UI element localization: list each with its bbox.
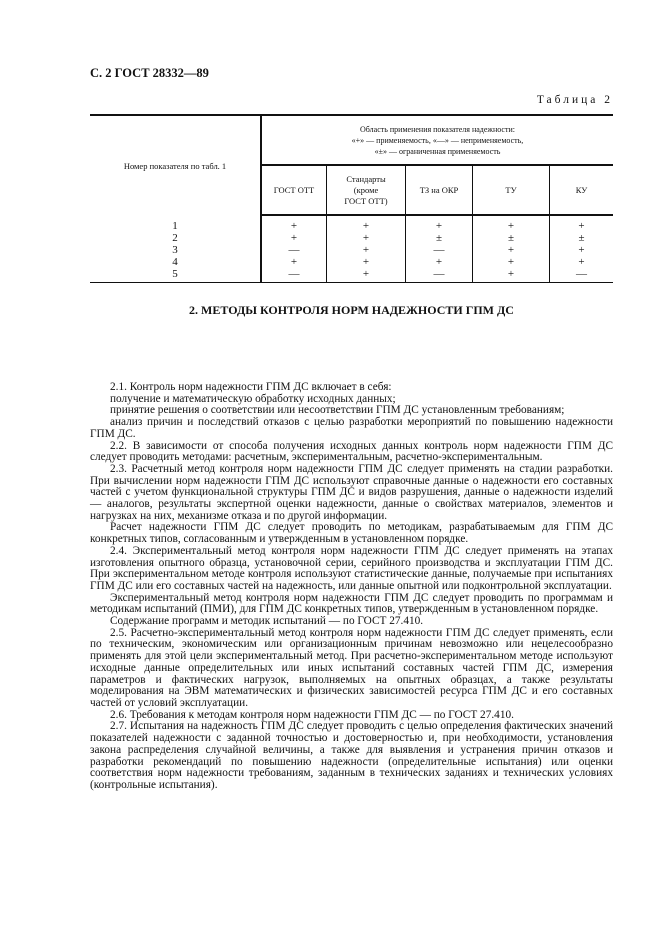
- column-header: [550, 165, 614, 215]
- column-label: ГОСТ ОТТ): [344, 195, 388, 206]
- cell: ±: [578, 232, 585, 244]
- row-numbers: [90, 215, 261, 283]
- cell: ±: [435, 232, 443, 244]
- paragraph: принятие решения о соответствии или несоответствии ГПМ ДС установленным требованиям;: [110, 404, 565, 417]
- column-label: ТЗ на ОКР: [419, 184, 459, 195]
- paragraph: 2.6. Требования к методам контроля норм надежности ГПМ ДС — по ГОСТ 27.410.: [110, 708, 514, 721]
- column-label: Стандарты: [346, 173, 386, 184]
- section-body: [90, 382, 613, 792]
- column-values: [261, 215, 327, 283]
- paragraph: 2.1. Контроль норм надежности ГПМ ДС включает в себя:: [110, 381, 392, 393]
- column-values: [327, 215, 406, 283]
- cell: +: [290, 220, 298, 232]
- cell: —: [433, 268, 445, 280]
- cell: +: [362, 256, 370, 268]
- page-header: С. 2 ГОСТ 28332—89: [90, 66, 209, 80]
- cell: +: [290, 256, 298, 268]
- cell: +: [507, 220, 515, 232]
- column-header: [327, 165, 406, 215]
- paragraph: Экспериментальный метод контроля норм надежности ГПМ ДС следует проводить по программам и методикам испытаний (ПМИ), для ГПМ ДС конкретных типов, утвержденным в установленном порядке.: [90, 591, 613, 616]
- cell: —: [576, 268, 587, 280]
- paragraph: 2.2. В зависимости от способа получения исходных данных контроль норм надежности ГПМ ДС следует проводить методами: расчетным, экспериментальным, расчетно-экспериментальным.: [90, 439, 613, 464]
- cell: —: [433, 244, 445, 256]
- cell: +: [578, 256, 585, 268]
- cell: +: [290, 232, 298, 244]
- cell: +: [362, 268, 370, 280]
- column-header: [473, 165, 550, 215]
- column-values: [406, 215, 473, 283]
- area-header-line: «±» — ограниченная применяемость: [374, 146, 501, 156]
- cell: +: [578, 244, 585, 256]
- paragraph: анализ причин и последствий отказов с целью разработки мероприятий по повышению надежности ГПМ ДС.: [90, 416, 613, 440]
- column-header: [406, 165, 473, 215]
- paragraph: Расчет надежности ГПМ ДС следует проводить по методикам, разрабатываемым для ГПМ ДС конкретных типов, согласованным и утвержденным в установленном порядке.: [90, 521, 613, 546]
- cell: +: [578, 220, 585, 232]
- column-label: КУ: [575, 184, 588, 195]
- table-caption: Таблица 2: [536, 94, 613, 106]
- column-values: [550, 215, 614, 283]
- paragraph: 2.5. Расчетно-экспериментальный метод контроля норм надежности ГПМ ДС следует применять, если по техническим, экономическим или организационным причинам невозможно или нецелесообразно применять для этой цели экспериментальный метод. При расчетно-экспериментальном методе используют исходные данные определительных или иных испытаний составных частей ГПМ ДС, измерения параметров и фактических нагрузок, выполняемых на опытных образцах, а также результаты моделирования на ЭВМ математических и физических зависимостей ресурса ГПМ ДС и его составных частей от условий эксплуатации.: [90, 626, 613, 709]
- cell: +: [435, 256, 443, 268]
- applicability-table: [90, 114, 613, 283]
- paragraph: Содержание программ и методик испытаний — по ГОСТ 27.410.: [110, 615, 424, 628]
- section-title: 2. МЕТОДЫ КОНТРОЛЯ НОРМ НАДЕЖНОСТИ ГПМ ДС: [189, 303, 514, 317]
- paragraph: получение и математическую обработку исходных данных;: [110, 392, 396, 405]
- row-number: 4: [172, 255, 178, 268]
- cell: +: [362, 244, 370, 256]
- row-number: 1: [172, 219, 178, 232]
- row-header: Номер показателя по табл. 1: [90, 115, 261, 215]
- column-label: ГОСТ ОТТ: [273, 184, 315, 195]
- paragraph: 2.7. Испытания на надежность ГПМ ДС следует проводить с целью определения фактических значений показателей надежности с заданной точностью и достоверностью и, при необходимости, установления закона распределения случайной величины, а также для выявления и устранения причин отказов и разработки рекомендаций по повышению надежности (определительные испытания) или оценки соответствия норм надежности требованиям, заданным в технических заданиях и технических условиях (контрольные испытания).: [90, 720, 613, 791]
- cell: +: [507, 268, 515, 280]
- row-number: 3: [172, 243, 178, 256]
- cell: +: [362, 220, 370, 232]
- row-number: 5: [172, 267, 178, 280]
- area-header: [261, 115, 613, 165]
- paragraph: 2.4. Экспериментальный метод контроля норм надежности ГПМ ДС следует применять на этапах изготовления опытного образца, установочной серии, серийного производства и эксплуатации ГПМ ДС. При экспериментальном методе контроля используют статистические данные, получаемые при испытаниях ГПМ ДС или его составных частей на надежность, или данные опытной или подконтрольной эксплуатации.: [90, 544, 613, 592]
- cell: +: [507, 256, 515, 268]
- column-label: (кроме: [353, 184, 379, 195]
- column-values: [473, 215, 550, 283]
- cell: +: [507, 244, 515, 256]
- area-header-line: «+» — применяемость, «—» — неприменяемость,: [351, 135, 524, 145]
- cell: —: [288, 268, 300, 280]
- cell: ±: [507, 232, 515, 244]
- cell: —: [288, 244, 300, 256]
- cell: +: [362, 232, 370, 244]
- cell: +: [435, 220, 443, 232]
- area-header-line: Область применения показателя надежности:: [360, 124, 515, 134]
- row-number: 2: [172, 231, 178, 244]
- column-header: [261, 165, 327, 215]
- column-label: ТУ: [505, 184, 517, 195]
- paragraph: 2.3. Расчетный метод контроля норм надежности ГПМ ДС следует применять на стадии разработки. При вычислении норм надежности ГПМ ДС используют справочные данные о надежности его составных частей с учетом функциональной структуры ГПМ ДС и видов разрушения, данные о надежности изделий — аналогов, результаты экспертной оценки надежности, данные о свойствах материалов, элементов и нагрузках на них, механизме отказа и по другой информации.: [90, 462, 613, 522]
